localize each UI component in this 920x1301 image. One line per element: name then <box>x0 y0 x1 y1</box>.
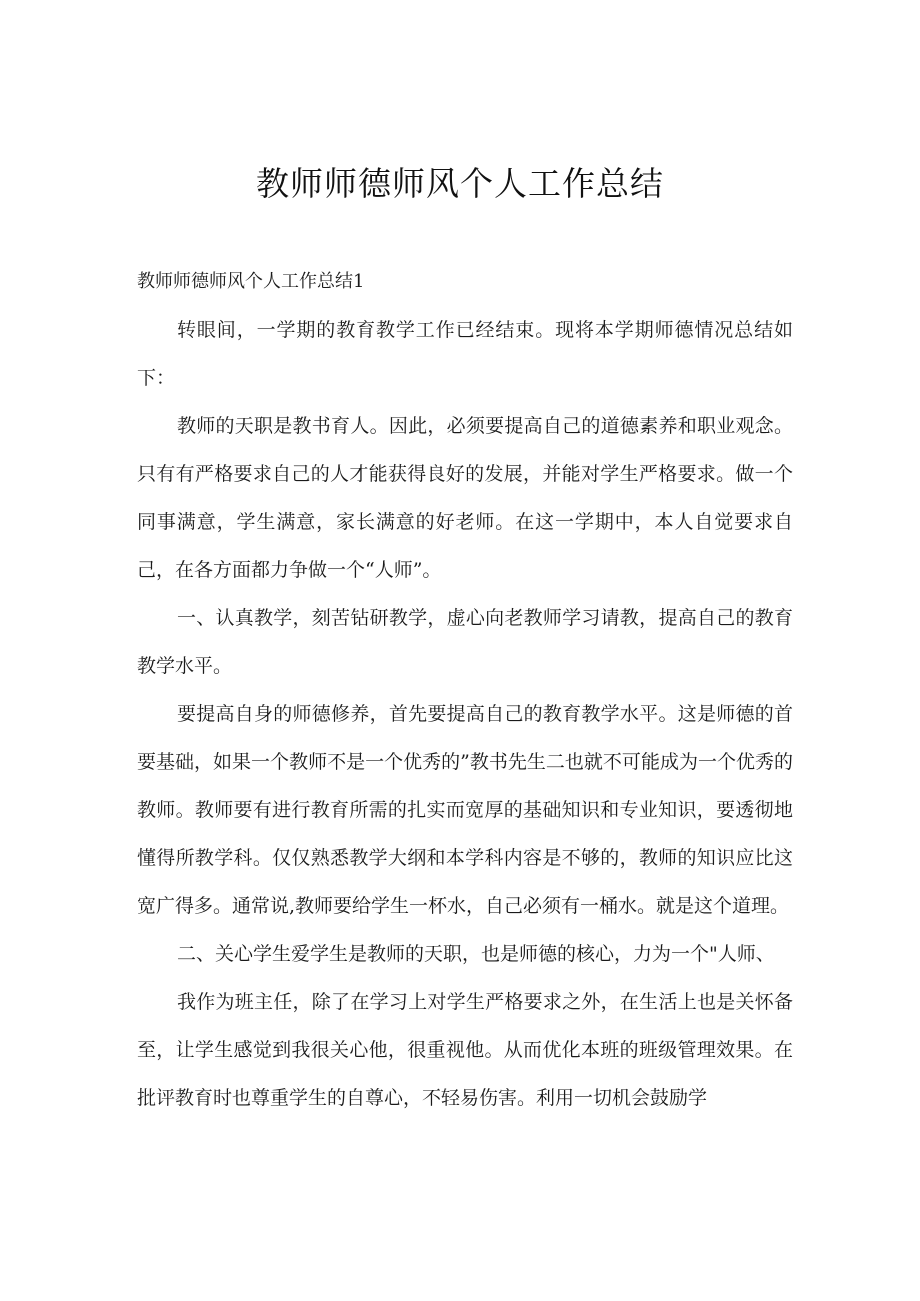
document-title: 教师师德师风个人工作总结 <box>256 164 664 203</box>
paragraph-point-one-body: 要提高自身的师德修养，首先要提高自己的教育教学水平。这是师德的首要基础，如果一个教师不是一个优秀的”教书先生二也就不可能成为一个优秀的教师。教师要有进行教育所需的扎实而宽厚的基础知识和专业知识，要透彻地懂得所教学科。仅仅熟悉教学大纲和本学科内容是不够的，教师的知识应比这宽广得多。通常说,教师要给学生一杯水，自己必须有一桶水。就是这个道理。 <box>137 703 793 917</box>
paragraph-point-one-heading: 一、认真教学，刻苦钻研教学，虚心向老教师学习请教，提高自己的教育教学水平。 <box>137 607 793 677</box>
paragraph-point-two-body: 我作为班主任，除了在学习上对学生严格要求之外，在生活上也是关怀备至，让学生感觉到我很关心他，很重视他。从而优化本班的班级管理效果。在批评教育时也尊重学生的自尊心，不轻易伤害。利用一切机会鼓励学 <box>137 991 793 1109</box>
document-body <box>137 258 793 1122</box>
section-heading: 教师师德师风个人工作总结1 <box>137 271 365 292</box>
paragraph-teacher-duty: 教师的天职是教书育人。因此，必须要提高自己的道德素养和职业观念。只有有严格要求自己的人才能获得良好的发展，并能对学生严格要求。做一个同事满意，学生满意，家长满意的好老师。在这一学期中，本人自觉要求自己，在各方面都力争做一个“人师”。 <box>137 415 793 581</box>
paragraph-point-two-heading: 二、关心学生爱学生是教师的天职，也是师德的核心，力为一个"人师、 <box>177 943 775 965</box>
paragraph-intro: 转眼间，一学期的教育教学工作已经结束。现将本学期师德情况总结如下： <box>137 319 793 389</box>
